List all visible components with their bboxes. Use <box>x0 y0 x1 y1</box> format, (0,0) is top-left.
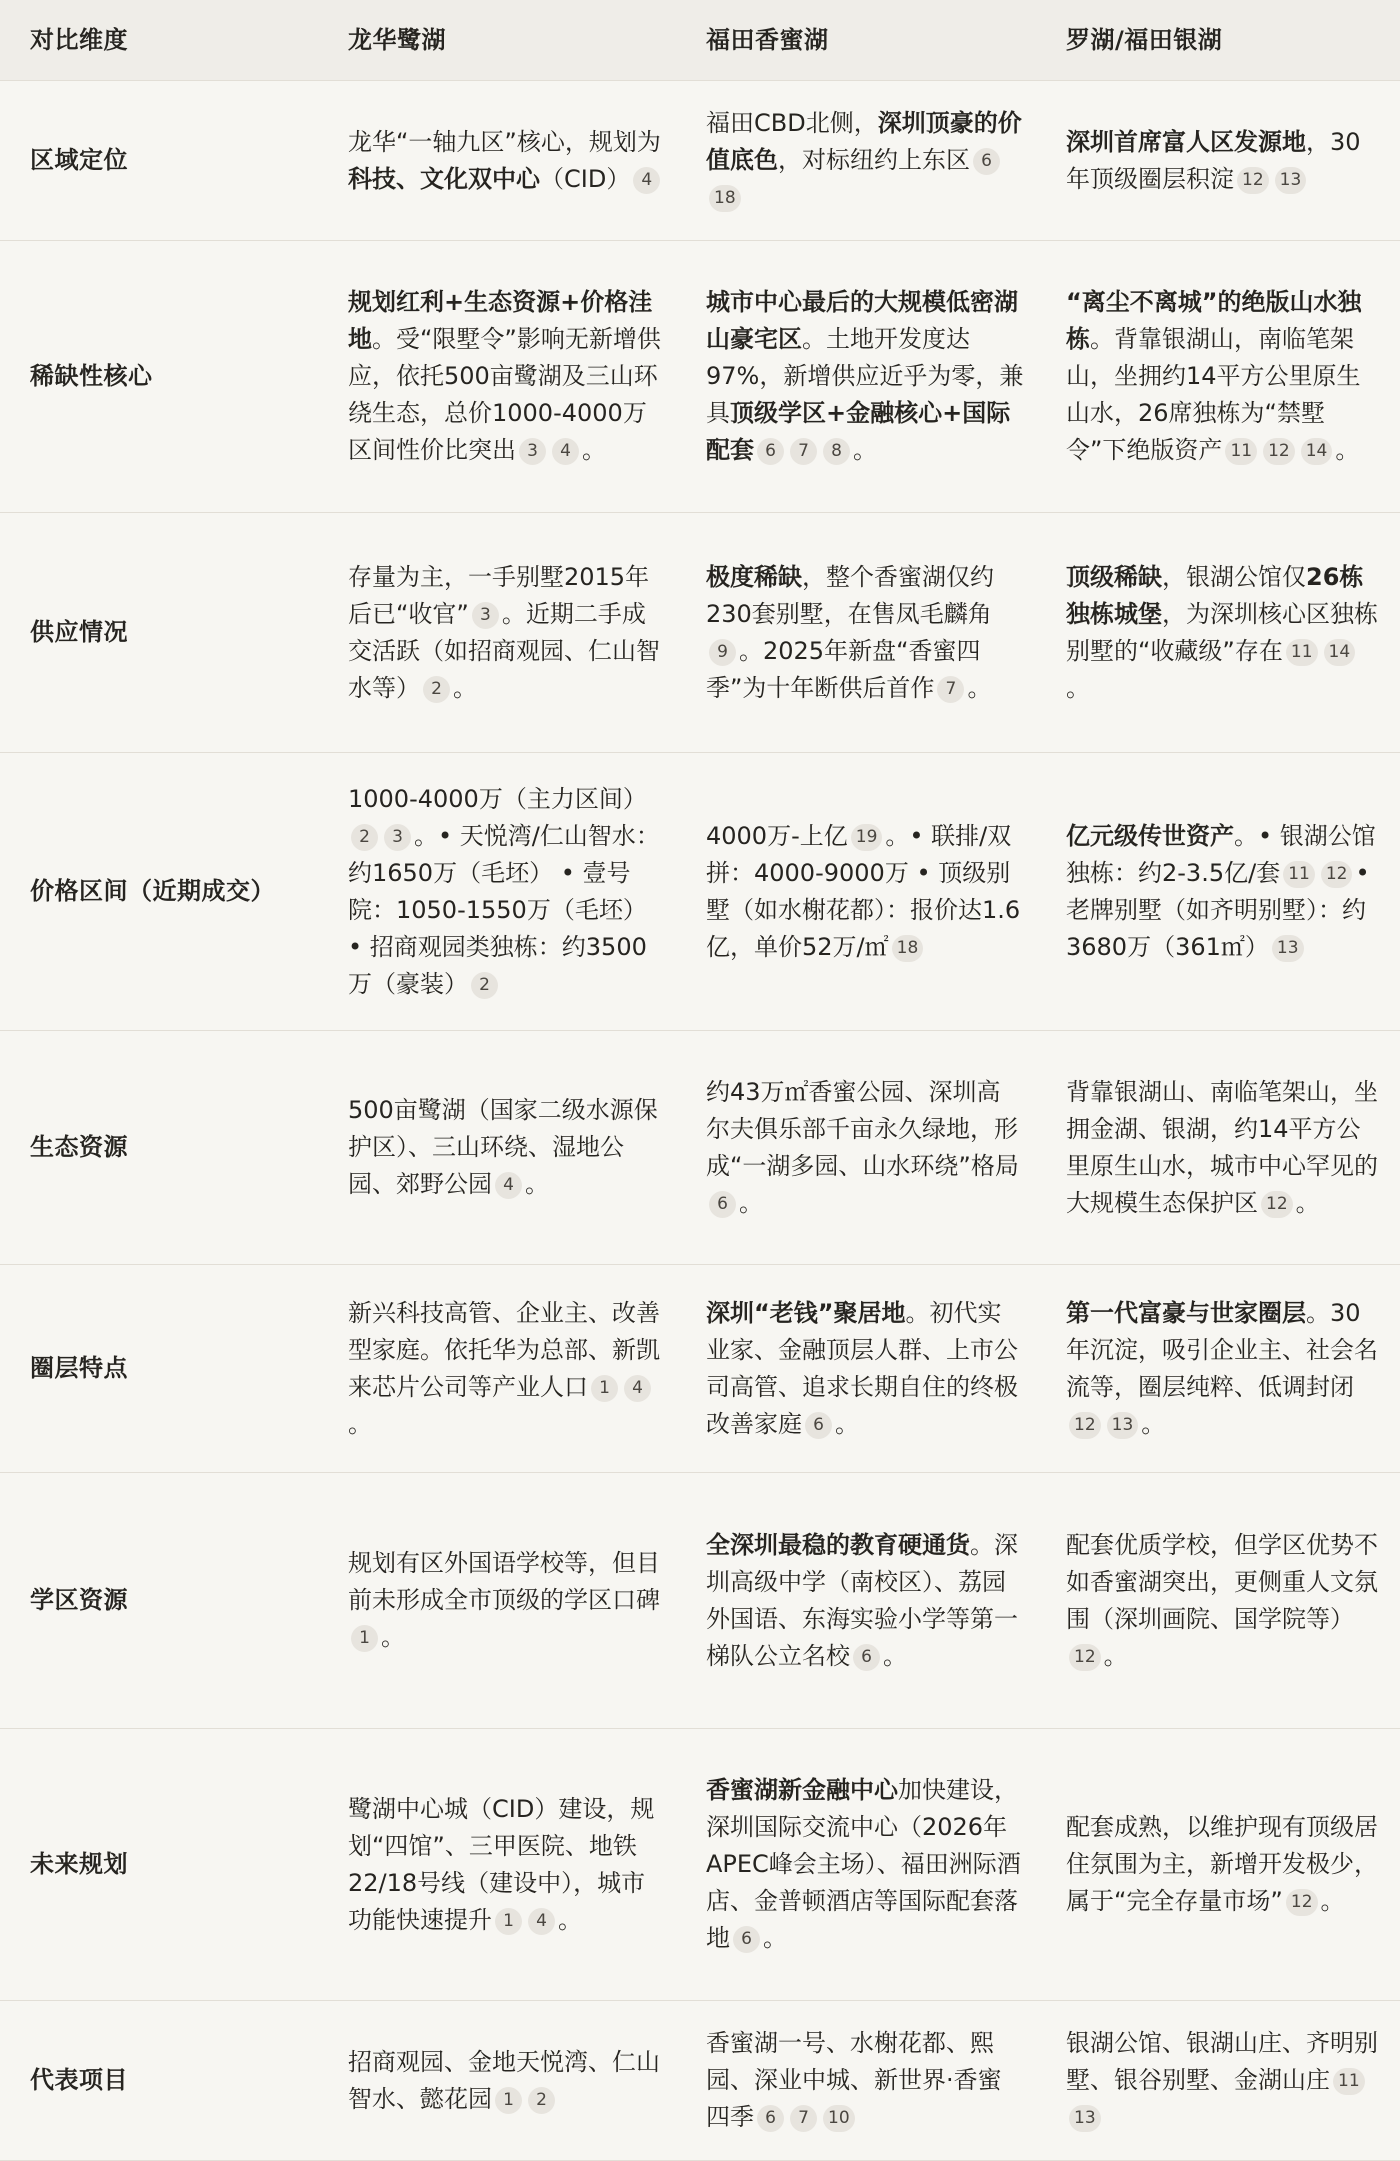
row-label: 圈层特点 <box>0 1265 324 1473</box>
cell-text: 。 <box>1066 673 1090 702</box>
cell-longhua-luhu <box>324 2001 684 2161</box>
bold-text: “离尘不离城”的绝版山水独栋 <box>1066 288 1362 353</box>
cell-futian-xiangmihu <box>684 2001 1044 2161</box>
cell-text: ，为深圳核心区独栋别墅的“收藏级”存在 <box>1066 599 1378 665</box>
cell-text: 龙华“一轴九区”核心，规划为 <box>348 127 661 156</box>
cell-yinhu <box>1044 241 1400 513</box>
cell-text: 。 <box>853 436 877 464</box>
cell-text: 约43万㎡香蜜公园、深圳高尔夫俱乐部千亩永久绿地，形成“一湖多园、山水环绕”格局 <box>706 1077 1019 1180</box>
table-row <box>0 1265 1400 1473</box>
cell-longhua-luhu <box>324 1265 684 1473</box>
cell-text: 1000-4000万（主力区间） <box>348 784 647 813</box>
cell-text: 。2025年新盘“香蜜四季”为十年断供后首作 <box>706 636 981 702</box>
citation-badge[interactable]: 12 <box>1069 1412 1101 1439</box>
citation-badge[interactable]: 3 <box>384 824 411 851</box>
bold-text: 顶级稀缺 <box>1066 562 1162 591</box>
citation-badge[interactable]: 3 <box>519 438 546 465</box>
citation-badge[interactable]: 7 <box>937 676 964 703</box>
cell-text: 。土地开发度达97%，新增供应近乎为零，兼具 <box>706 325 1024 427</box>
cell-text: 。深圳高级中学（南校区）、荔园外国语、东海实验小学等第一梯队公立名校 <box>706 1530 1018 1670</box>
cell-text: ，整个香蜜湖仅约230套别墅，在售凤毛麟角 <box>706 562 994 628</box>
citation-badge[interactable]: 11 <box>1333 2068 1365 2095</box>
citation-badge[interactable]: 6 <box>853 1644 880 1671</box>
cell-text: 。• 银湖公馆独栋：约2-3.5亿/套 <box>1066 821 1376 887</box>
cell-yinhu <box>1044 513 1400 753</box>
cell-text: 招商观园、金地天悦湾、仁山智水、懿花园 <box>348 2047 660 2113</box>
bold-text: 深圳“老钱”聚居地 <box>706 1298 906 1327</box>
citation-badge[interactable]: 2 <box>471 972 498 999</box>
cell-text: 。• 天悦湾/仁山智水：约1650万（毛坯） • 壹号院：1050-1550万（毛坯） • 招商观园类独栋：约3500万（豪装） <box>348 821 660 998</box>
header-futian-xiangmihu: 福田香蜜湖 <box>684 0 1044 81</box>
cell-text: 。 <box>558 1905 582 1934</box>
row-label: 未来规划 <box>0 1729 324 2001</box>
citation-badge[interactable]: 9 <box>709 639 736 666</box>
citation-badge[interactable]: 12 <box>1286 1889 1318 1916</box>
citation-badge[interactable]: 12 <box>1261 1191 1293 1218</box>
citation-badge[interactable]: 6 <box>757 438 784 465</box>
cell-text: 香蜜湖一号、水榭花都、熙园、深业中城、新世界·香蜜四季 <box>706 2029 1002 2131</box>
cell-text: 加快建设，深圳国际交流中心（2026年APEC峰会主场）、福田洲际酒店、金普顿酒店等国际配套落地 <box>706 1776 1021 1952</box>
row-label: 生态资源 <box>0 1031 324 1265</box>
citation-badge[interactable]: 10 <box>823 2105 855 2132</box>
citation-badge[interactable]: 2 <box>351 824 378 851</box>
citation-badge[interactable]: 1 <box>495 2087 522 2114</box>
citation-badge[interactable]: 3 <box>472 602 499 629</box>
citation-badge[interactable]: 1 <box>351 1625 378 1652</box>
cell-text: 。 <box>525 1170 549 1198</box>
citation-badge[interactable]: 12 <box>1237 167 1269 194</box>
row-label: 供应情况 <box>0 513 324 753</box>
cell-futian-xiangmihu <box>684 81 1044 241</box>
cell-text: 。初代实业家、金融顶层人群、上市公司高管、追求长期自住的终极改善家庭 <box>706 1298 1018 1438</box>
header-row <box>0 0 1400 81</box>
cell-longhua-luhu <box>324 1031 684 1265</box>
citation-badge[interactable]: 19 <box>851 824 883 851</box>
bold-text: 深圳首席富人区发源地 <box>1066 127 1306 156</box>
table-row <box>0 1031 1400 1265</box>
cell-futian-xiangmihu <box>684 1031 1044 1265</box>
cell-futian-xiangmihu <box>684 1473 1044 1729</box>
citation-badge[interactable]: 11 <box>1283 861 1315 888</box>
citation-badge[interactable]: 6 <box>805 1412 832 1439</box>
citation-badge[interactable]: 13 <box>1272 935 1304 962</box>
bold-text: 第一代富豪与世家圈层 <box>1066 1298 1306 1327</box>
cell-text: 。受“限墅令”影响无新增供应，依托500亩鹭湖及三山环绕生态，总价1000-4000万区间性价比突出 <box>348 325 661 464</box>
citation-badge[interactable]: 13 <box>1107 1412 1139 1439</box>
row-label: 学区资源 <box>0 1473 324 1729</box>
header-dimension: 对比维度 <box>0 0 324 81</box>
cell-text: 。 <box>1335 436 1360 464</box>
cell-text: 。背靠银湖山，南临笔架山，坐拥约14平方公里原生山水，26席独栋为“禁墅令”下绝版资产 <box>1066 325 1361 464</box>
bold-text: 顶级学区+金融核心+国际配套 <box>706 399 1011 464</box>
cell-text: 。 <box>348 1409 372 1438</box>
citation-badge[interactable]: 14 <box>1301 438 1333 465</box>
citation-badge[interactable]: 8 <box>823 438 850 465</box>
table-row <box>0 1473 1400 1729</box>
cell-text: 。30年沉淀，吸引企业主、社会名流等，圈层纯粹、低调封闭 <box>1066 1298 1378 1401</box>
cell-text: 。 <box>381 1623 405 1651</box>
cell-yinhu <box>1044 1031 1400 1265</box>
citation-badge[interactable]: 7 <box>790 2105 817 2132</box>
cell-longhua-luhu <box>324 513 684 753</box>
cell-text: 规划有区外国语学校等，但目前未形成全市顶级的学区口碑 <box>348 1549 660 1614</box>
cell-text: ，银湖公馆仅 <box>1162 562 1306 591</box>
cell-yinhu <box>1044 1473 1400 1729</box>
citation-badge[interactable]: 18 <box>709 185 741 212</box>
citation-badge[interactable]: 1 <box>495 1908 522 1935</box>
citation-badge[interactable]: 4 <box>528 1908 555 1935</box>
table-row <box>0 241 1400 513</box>
citation-badge[interactable]: 12 <box>1321 861 1353 888</box>
cell-longhua-luhu <box>324 753 684 1031</box>
cell-text: 。 <box>835 1409 859 1438</box>
bold-text: 亿元级传世资产 <box>1066 821 1234 850</box>
cell-text: 。 <box>1141 1409 1166 1438</box>
citation-badge[interactable]: 7 <box>790 438 817 465</box>
cell-yinhu <box>1044 81 1400 241</box>
cell-text: 。 <box>453 673 477 702</box>
citation-badge[interactable]: 2 <box>423 676 450 703</box>
cell-text: 。 <box>582 436 606 464</box>
bold-text: 26栋独栋城堡 <box>1066 562 1364 628</box>
cell-text: 配套优质学校，但学区优势不如香蜜湖突出，更侧重人文氛围（深圳画院、国学院等） <box>1066 1530 1378 1633</box>
cell-text: 。近期二手成交活跃（如招商观园、仁山智水等） <box>348 599 660 702</box>
citation-badge[interactable]: 4 <box>633 167 660 194</box>
header-yinhu: 罗湖/福田银湖 <box>1044 0 1400 81</box>
header-longhua-luhu: 龙华鹭湖 <box>324 0 684 81</box>
cell-futian-xiangmihu <box>684 753 1044 1031</box>
cell-text: • 老牌别墅（如齐明别墅）：约3680万（361㎡） <box>1066 858 1370 961</box>
cell-text: 背靠银湖山、南临笔架山，坐拥金湖、银湖，约14平方公里原生山水，城市中心罕见的大规模生态保护区 <box>1066 1077 1378 1217</box>
cell-longhua-luhu <box>324 1473 684 1729</box>
table-header <box>0 0 1400 81</box>
cell-text: 。 <box>739 1188 763 1217</box>
citation-badge[interactable]: 11 <box>1225 438 1257 465</box>
row-label: 价格区间（近期成交） <box>0 753 324 1031</box>
cell-text: 500亩鹭湖（国家二级水源保护区）、三山环绕、湿地公园、郊野公园 <box>348 1096 658 1198</box>
cell-text: ，对标纽约上东区 <box>778 146 970 174</box>
citation-badge[interactable]: 2 <box>528 2087 555 2114</box>
table-row <box>0 753 1400 1031</box>
cell-text: 。 <box>967 673 992 702</box>
cell-text: 配套成熟，以维护现有顶级居住氛围为主，新增开发极少，属于“完全存量市场” <box>1066 1813 1378 1915</box>
cell-text: 鹭湖中心城（CID）建设，规划“四馆”、三甲医院、地铁22/18号线（建设中），城市功能快速提升 <box>348 1794 655 1934</box>
cell-yinhu <box>1044 1729 1400 2001</box>
cell-text: 存量为主，一手别墅2015年后已“收官” <box>348 562 650 628</box>
citation-badge[interactable]: 12 <box>1069 1644 1101 1671</box>
cell-text: （CID） <box>540 164 631 193</box>
bold-text: 科技、文化双中心 <box>348 164 540 193</box>
citation-badge[interactable]: 4 <box>552 438 579 465</box>
cell-yinhu <box>1044 2001 1400 2161</box>
table-row <box>0 81 1400 241</box>
cell-longhua-luhu <box>324 241 684 513</box>
bold-text: 规划红利+生态资源+价格洼地 <box>348 288 653 353</box>
row-label: 代表项目 <box>0 2001 324 2161</box>
citation-badge[interactable]: 6 <box>709 1191 736 1218</box>
citation-badge[interactable]: 12 <box>1263 438 1295 465</box>
cell-text: 。 <box>763 1924 787 1952</box>
cell-yinhu <box>1044 1265 1400 1473</box>
cell-text: 银湖公馆、银湖山庄、齐明别墅、银谷别墅、金湖山庄 <box>1066 2029 1378 2094</box>
citation-badge[interactable]: 11 <box>1286 639 1318 666</box>
table-body <box>0 81 1400 2161</box>
row-label: 区域定位 <box>0 81 324 241</box>
cell-yinhu <box>1044 753 1400 1031</box>
cell-text: 。 <box>1295 1188 1320 1217</box>
cell-text: 。 <box>1320 1887 1345 1915</box>
citation-badge[interactable]: 4 <box>624 1375 651 1402</box>
cell-text: 福田CBD北侧， <box>706 109 878 137</box>
cell-text: 。 <box>883 1641 907 1670</box>
cell-text: 。 <box>1103 1641 1128 1670</box>
cell-text: ，30年顶级圈层积淀 <box>1066 127 1361 193</box>
citation-badge[interactable]: 6 <box>757 2105 784 2132</box>
bold-text: 香蜜湖新金融中心 <box>706 1776 898 1804</box>
table-row <box>0 1729 1400 2001</box>
bold-text: 城市中心最后的大规模低密湖山豪宅区 <box>706 288 1018 353</box>
cell-longhua-luhu <box>324 1729 684 2001</box>
cell-futian-xiangmihu <box>684 1729 1044 2001</box>
cell-text: 4000万-上亿 <box>706 821 848 850</box>
cell-futian-xiangmihu <box>684 513 1044 753</box>
cell-futian-xiangmihu <box>684 241 1044 513</box>
citation-badge[interactable]: 18 <box>892 935 924 962</box>
cell-futian-xiangmihu <box>684 1265 1044 1473</box>
cell-text: 新兴科技高管、企业主、改善型家庭。依托华为总部、新凯来芯片公司等产业人口 <box>348 1298 660 1401</box>
citation-badge[interactable]: 13 <box>1275 167 1307 194</box>
citation-badge[interactable]: 6 <box>733 1926 760 1953</box>
citation-badge[interactable]: 13 <box>1069 2105 1101 2132</box>
bold-text: 极度稀缺 <box>706 562 802 591</box>
bold-text: 全深圳最稳的教育硬通货 <box>706 1530 970 1559</box>
row-label: 稀缺性核心 <box>0 241 324 513</box>
bold-text: 深圳顶豪的价值底色 <box>706 109 1022 174</box>
cell-text: 。• 联排/双拼：4000-9000万 • 顶级别墅（如水榭花都）：报价达1.6亿，单价52万/㎡ <box>706 821 1021 961</box>
table-row <box>0 2001 1400 2161</box>
citation-badge[interactable]: 4 <box>495 1172 522 1199</box>
citation-badge[interactable]: 14 <box>1324 639 1356 666</box>
citation-badge[interactable]: 1 <box>591 1375 618 1402</box>
cell-longhua-luhu <box>324 81 684 241</box>
citation-badge[interactable]: 6 <box>973 148 1000 175</box>
table-row <box>0 513 1400 753</box>
